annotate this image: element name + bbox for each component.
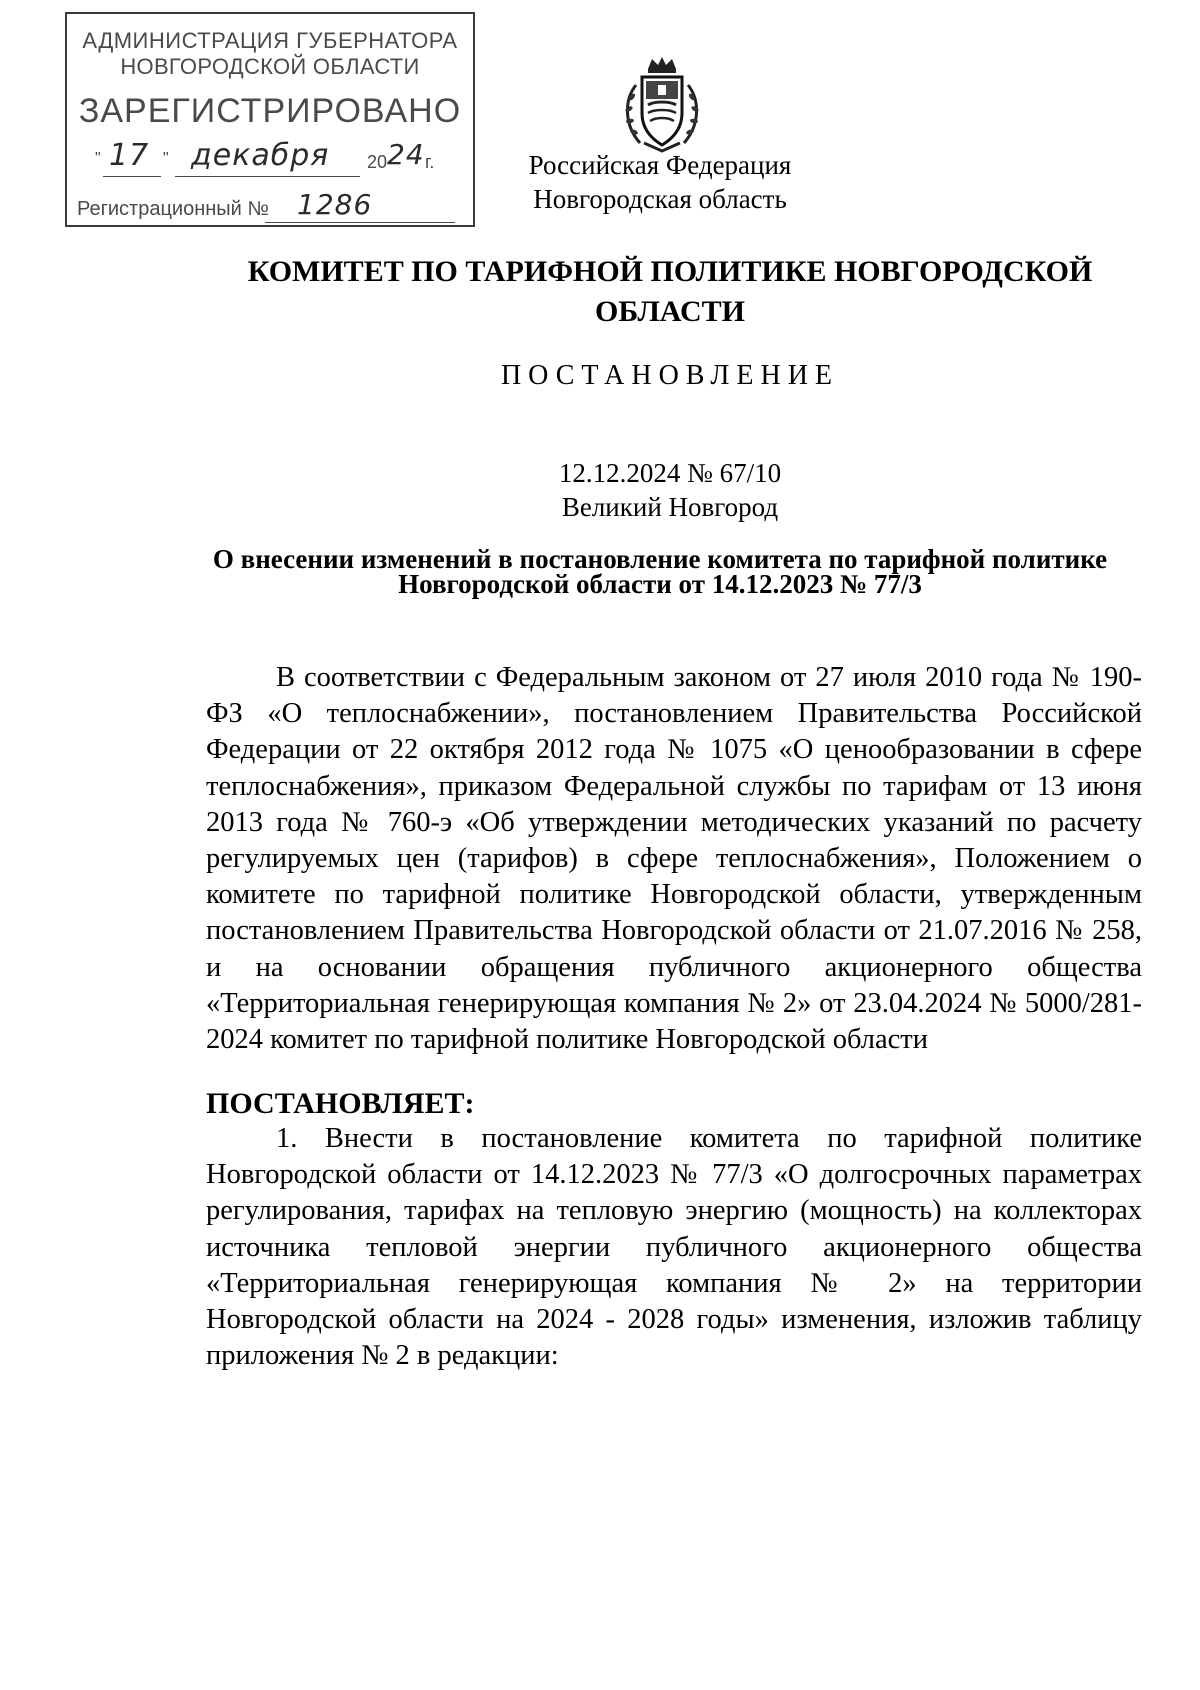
stamp-month-underline — [175, 176, 360, 177]
stamp-authority-line1: АДМИНИСТРАЦИЯ ГУБЕРНАТОРА — [82, 28, 458, 53]
stamp-authority-line2: НОВГОРОДСКОЙ ОБЛАСТИ — [120, 54, 420, 79]
stamp-registration-number — [77, 188, 467, 224]
stamp-reg-label: Регистрационный № — [77, 198, 269, 220]
stamp-day-underline — [103, 176, 161, 177]
registration-stamp — [65, 12, 475, 227]
clause-1-paragraph: 1. Внести в постановление комитета по тарифной политике Новгородской области от 14.12.2023 № 77/3 «О долгосрочных параметрах регулирования, тарифах на тепловую энергию (мощность) на коллекторах источника тепловой энергии публичного акционерного общества «Территориальная генерирующая компания № 2» на территории Новгородской области на 2024 - 2028 годы» изменения, изложив таблицу приложения № 2 в редакции: — [206, 1123, 1142, 1372]
coat-of-arms-icon — [618, 55, 706, 153]
document-date-number: 12.12.2024 № 67/10 — [558, 458, 782, 488]
stamp-month: декабря — [191, 138, 330, 173]
stamp-year-suffix: 24 — [387, 138, 425, 171]
stamp-reg-number: 1286 — [297, 188, 373, 221]
document-city: Великий Новгород — [561, 492, 779, 522]
stamp-quote-close: " — [163, 150, 169, 167]
header-region: Новгородская область — [533, 184, 787, 214]
stamp-day: 17 — [109, 138, 150, 173]
document-type: ПОСТАНОВЛЕНИЕ — [500, 360, 840, 391]
stamp-year-unit: г. — [425, 152, 435, 172]
stamp-date — [95, 138, 455, 182]
stamp-registered-label: ЗАРЕГИСТРИРОВАНО — [78, 92, 462, 130]
preamble-paragraph: В соответствии с Федеральным законом от 27 июля 2010 года № 190-ФЗ «О теплоснабжении», постановлением Правительства Российской Федерации от 22 октября 2012 года № 1075 «О ценообразовании в сфере теплоснабжения», приказом Федеральной службы по тарифам от 13 июня 2013 года № 760-э «Об утверждении методических указаний по расчету регулируемых цен (тарифов) в сфере теплоснабжения», Положением о комитете по тарифной политике Новгородской области, утвержденным постановлением Правительства Новгородской области от 21.07.2016 № 258, и на основании обращения публичного акционерного общества «Территориальная генерирующая компания № 2» от 23.04.2024 № 5000/281-2024 комитет по тарифной политике Новгородской области — [206, 662, 1142, 1056]
decree-heading: ПОСТАНОВЛЯЕТ: — [206, 1087, 475, 1120]
header-country: Российская Федерация — [528, 150, 792, 180]
coat-of-arms-emblem — [618, 55, 706, 153]
committee-title: КОМИТЕТ ПО ТАРИФНОЙ ПОЛИТИКЕ НОВГОРОДСКОЙ ОБЛАСТИ — [247, 255, 1093, 328]
stamp-year-prefix: 20 — [367, 152, 388, 172]
stamp-quote-open: " — [95, 150, 101, 167]
stamp-number-underline — [265, 222, 455, 223]
document-subject: О внесении изменений в постановление комитета по тарифной политике Новгородской области от 14.12.2023 № 77/3 — [212, 544, 1108, 599]
